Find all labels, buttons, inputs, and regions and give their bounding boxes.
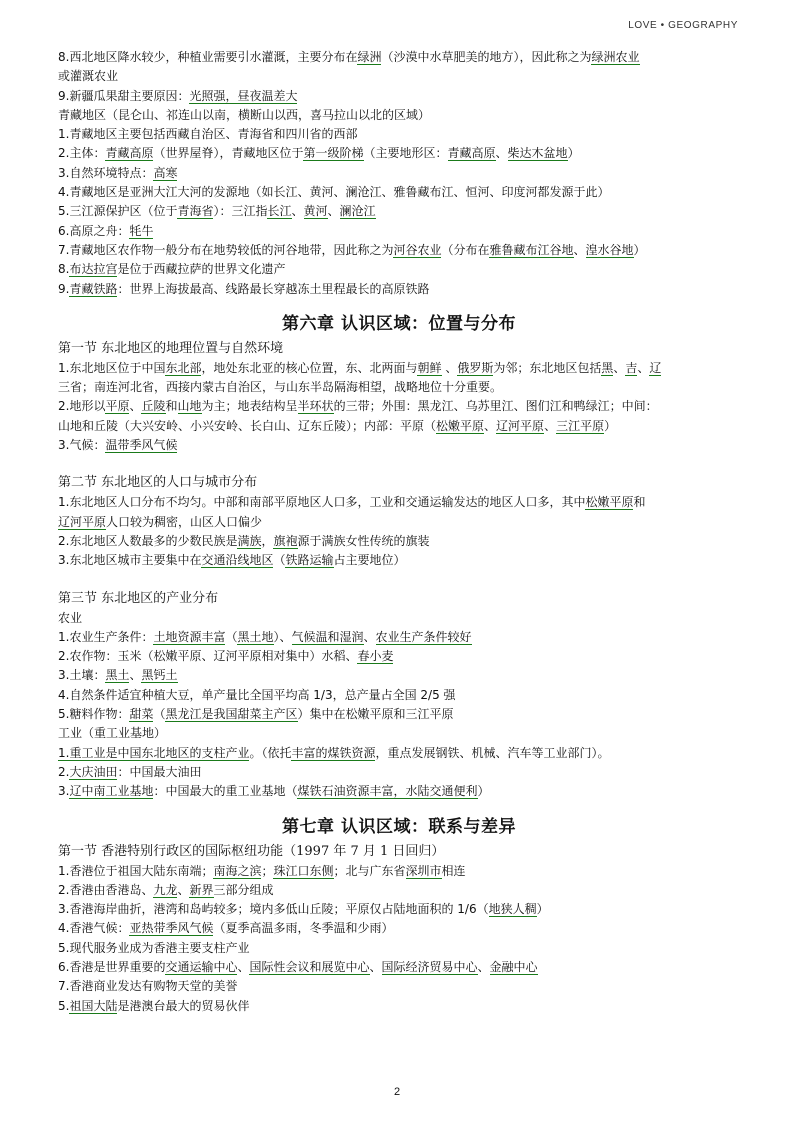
text-line: [58, 125, 740, 144]
text-segment: 三部分组成: [213, 882, 274, 897]
text-line: [58, 647, 740, 666]
text-segment: 9.: [58, 281, 70, 296]
text-segment: 、: [129, 399, 142, 414]
text-segment: ）: [604, 418, 617, 433]
text-line: [58, 222, 740, 241]
text-segment: 8.: [58, 262, 70, 277]
text-segment: 三省；南连河北省，西接内蒙古自治区，与山东半岛隔海相望，战略地位十分重要。: [58, 380, 503, 395]
underlined-keyword: 气候温和湿润: [291, 629, 364, 644]
text-segment: 2.农作物：玉米（松嫩平原、辽河平原相对集中）水稻、: [58, 649, 358, 664]
underlined-keyword: 珠江口东侧: [273, 863, 334, 878]
underlined-keyword: 吉: [625, 360, 638, 375]
text-line: [58, 686, 740, 705]
text-line: [58, 280, 740, 299]
text-segment: 第一节 东北地区的地理位置与自然环境: [58, 340, 284, 356]
text-segment: 第六章 认识区域：位置与分布: [282, 313, 516, 334]
text-segment: 青藏地区（昆仑山、祁连山以南，横断山以西，喜马拉山以北的区域）: [58, 107, 431, 122]
underlined-keyword: 黑: [601, 360, 614, 375]
underlined-keyword: 山地: [177, 399, 202, 414]
text-segment: 、: [177, 882, 190, 897]
text-segment: 、: [129, 668, 142, 683]
underlined-keyword: 朝鲜: [417, 360, 442, 375]
underlined-keyword: 松嫩平原: [585, 495, 634, 510]
text-line: [58, 532, 740, 551]
text-segment: （: [273, 553, 286, 568]
underlined-keyword: 辽河平原: [496, 418, 545, 433]
text-segment: ，重点发展钢铁、机械、汽车等工业部门）。: [375, 745, 610, 760]
underlined-keyword: 1.重工业是中国东北地区的支柱产业: [58, 745, 250, 760]
text-line: [58, 862, 740, 881]
text-segment: （: [225, 629, 238, 644]
text-segment: 3.气候：: [58, 438, 106, 453]
chapter-title: [58, 309, 740, 334]
text-segment: 1.香港位于祖国大陆东南端；: [58, 863, 214, 878]
underlined-keyword: 九龙: [153, 882, 178, 897]
underlined-keyword: 青藏高原: [447, 146, 496, 161]
text-line: [58, 493, 740, 512]
section-title: [58, 841, 740, 862]
text-segment: 9.新疆瓜果甜主要原因：: [58, 88, 190, 103]
text-segment: 人口较为稠密，山区人口偏少: [106, 514, 263, 529]
text-segment: 相连: [441, 863, 466, 878]
text-segment: 和: [633, 495, 646, 510]
text-segment: 5.三江源保护区（位于: [58, 204, 178, 219]
text-segment: 第七章 认识区域：联系与差异: [282, 816, 516, 837]
text-line: [58, 359, 740, 378]
text-line: [58, 900, 740, 919]
text-line: [58, 724, 740, 743]
underlined-keyword: 第一级阶梯: [303, 146, 364, 161]
text-segment: 是位于西藏拉萨的世界文化遗产: [117, 262, 286, 277]
text-segment: （: [153, 707, 166, 722]
text-segment: 、: [369, 959, 382, 974]
underlined-keyword: 半环状: [297, 399, 334, 414]
text-segment: 4.自然条件适宜种植大豆，单产量比全国平均高 1/3，总产量占全国 2/5 强: [58, 687, 456, 702]
text-segment: 、: [291, 204, 304, 219]
text-segment: ：中国最大油田: [117, 764, 202, 779]
text-segment: （沙漠中水草肥美的地方），因此称之为: [381, 50, 592, 64]
text-segment: 、: [477, 959, 490, 974]
text-segment: ：世界上海拔最高、线路最长穿越冻土里程最长的高原铁路: [117, 281, 430, 296]
text-segment: 5.现代服务业成为香港主要支柱产业: [58, 940, 250, 955]
underlined-keyword: 绿洲农业: [591, 50, 640, 64]
text-segment: ；北与广东省: [333, 863, 406, 878]
page-header: LOVE • GEOGRAPHY: [628, 20, 738, 31]
underlined-keyword: 交通沿线地区: [201, 553, 274, 568]
text-segment: 山地和丘陵（大兴安岭、小兴安岭、长白山、辽东丘陵）；内部：平原（: [58, 418, 437, 433]
underlined-keyword: 辽河平原: [58, 514, 107, 529]
text-segment: （夏季高温多雨，冬季温和少雨）: [213, 921, 394, 936]
underlined-keyword: 长江: [267, 204, 292, 219]
underlined-keyword: 丰富的煤铁资源: [291, 745, 376, 760]
underlined-keyword: 辽: [649, 360, 662, 375]
underlined-keyword: 俄罗斯: [457, 360, 494, 375]
underlined-keyword: 黑土地: [237, 629, 274, 644]
underlined-keyword: 澜沧江: [339, 204, 376, 219]
text-segment: 3.自然环境特点：: [58, 165, 154, 180]
underlined-keyword: 光照强，昼夜温差大: [189, 88, 298, 103]
text-segment: ）: [567, 146, 580, 161]
underlined-keyword: 雅鲁藏布江谷地: [489, 242, 574, 257]
underlined-keyword: 亚热带季风气候: [129, 921, 214, 936]
underlined-keyword: 国际经济贸易中心: [381, 959, 478, 974]
page-number: 2: [393, 1086, 401, 1098]
underlined-keyword: 地狭人稠: [488, 902, 537, 917]
text-segment: 3.香港海岸曲折，港湾和岛屿较多；境内多低山丘陵；平原仅占陆地面积的 1/6（: [58, 902, 489, 917]
underlined-keyword: 牦牛: [129, 223, 154, 238]
text-segment: 。（依托: [249, 745, 292, 760]
text-segment: 7.香港商业发达有购物天堂的美誉: [58, 979, 238, 994]
underlined-keyword: 新界: [189, 882, 214, 897]
text-segment: 、: [544, 418, 557, 433]
text-segment: 4.青藏地区是亚洲大江大河的发源地（如长江、黄河、澜沧江、雅鲁藏布江、恒河、印度河都发源于此）: [58, 185, 610, 200]
text-segment: 1.青藏地区主要包括西藏自治区、青海省和四川省的西部: [58, 127, 358, 142]
text-line: [58, 551, 740, 570]
underlined-keyword: 南海之滨: [213, 863, 262, 878]
underlined-keyword: 满族: [237, 533, 262, 548]
text-line: [58, 763, 740, 782]
text-line: [58, 241, 740, 260]
text-line: [58, 977, 740, 996]
text-line: [58, 881, 740, 900]
text-segment: 和: [165, 399, 178, 414]
underlined-keyword: 黑土: [105, 668, 130, 683]
underlined-keyword: 春小麦: [357, 649, 394, 664]
underlined-keyword: 交通运输中心: [165, 959, 238, 974]
text-line: [58, 48, 740, 67]
page-content: [58, 48, 740, 1016]
underlined-keyword: 甜菜: [129, 707, 154, 722]
section-title: [58, 338, 740, 359]
section-title: [58, 472, 740, 493]
underlined-keyword: 平原: [105, 399, 130, 414]
text-line: [58, 705, 740, 724]
text-line: [58, 397, 740, 416]
underlined-keyword: 煤铁石油资源丰富，水陆交通便利: [297, 784, 478, 799]
text-line: [58, 260, 740, 279]
text-segment: 2.主体：: [58, 146, 106, 161]
underlined-keyword: 丘陵: [141, 399, 166, 414]
text-segment: 占主要地位）: [333, 553, 406, 568]
text-line: [58, 87, 740, 106]
text-segment: 农业: [58, 610, 83, 625]
underlined-keyword: 深圳市: [405, 863, 442, 878]
text-segment: 5.糖料作物：: [58, 707, 130, 722]
text-segment: 、: [495, 146, 508, 161]
text-line: [58, 609, 740, 628]
underlined-keyword: 黑龙江是我国甜菜主产区: [165, 707, 298, 722]
underlined-keyword: 松嫩平原: [436, 418, 485, 433]
text-segment: 2.: [58, 764, 70, 779]
text-segment: ）: [536, 902, 549, 917]
text-segment: ）: [633, 242, 646, 257]
text-segment: （分布在: [441, 242, 490, 257]
text-line: [58, 628, 740, 647]
underlined-keyword: 绿洲: [357, 50, 382, 64]
text-segment: 1.农业生产条件：: [58, 629, 154, 644]
text-segment: 的三带；外围：黑龙江、乌苏里江、图们江和鸭绿江；中间：: [333, 399, 658, 414]
text-line: [58, 378, 740, 397]
text-segment: 2.东北地区人数最多的少数民族是: [58, 533, 238, 548]
text-segment: 1.东北地区人口分布不均匀。中部和南部平原地区人口多，工业和交通运输发达的地区人口多，其中: [58, 495, 586, 510]
text-line: [58, 919, 740, 938]
text-segment: 第二节 东北地区的人口与城市分布: [58, 475, 258, 491]
text-segment: 、: [441, 360, 458, 375]
text-segment: 2.香港由香港岛、: [58, 882, 154, 897]
text-segment: 2.地形以: [58, 399, 106, 414]
text-line: [58, 744, 740, 763]
text-segment: 6.香港是世界重要的: [58, 959, 166, 974]
text-line: [58, 513, 740, 532]
text-line: [58, 417, 740, 436]
text-segment: ：中国最大的重工业基地（: [153, 784, 298, 799]
underlined-keyword: 铁路运输: [285, 553, 334, 568]
underlined-keyword: 柴达木盆地: [507, 146, 568, 161]
underlined-keyword: 布达拉宫: [69, 262, 118, 277]
text-segment: 、: [613, 360, 626, 375]
underlined-keyword: 农业生产条件较好: [375, 629, 472, 644]
text-line: [58, 164, 740, 183]
text-segment: 为邻；东北地区包括: [493, 360, 602, 375]
underlined-keyword: 温带季风气候: [105, 438, 178, 453]
underlined-keyword: 青藏高原: [105, 146, 154, 161]
text-line: [58, 939, 740, 958]
text-segment: 3.: [58, 784, 70, 799]
text-segment: 、: [327, 204, 340, 219]
text-segment: ）集中在松嫩平原和三江平原: [297, 707, 454, 722]
text-segment: ）: [477, 784, 490, 799]
underlined-keyword: 黑钙土: [141, 668, 178, 683]
underlined-keyword: 高寒: [153, 165, 178, 180]
text-line: [58, 666, 740, 685]
underlined-keyword: 祖国大陆: [69, 998, 118, 1013]
text-segment: 、: [637, 360, 650, 375]
underlined-keyword: 土地资源丰富: [153, 629, 226, 644]
text-line: [58, 958, 740, 977]
text-segment: 、: [237, 959, 250, 974]
text-line: [58, 997, 740, 1016]
text-line: [58, 183, 740, 202]
underlined-keyword: 金融中心: [489, 959, 538, 974]
text-segment: 源于满族女性传统的旗装: [297, 533, 430, 548]
text-segment: 为主；地表结构呈: [201, 399, 298, 414]
text-segment: 、: [484, 418, 497, 433]
text-line: [58, 436, 740, 455]
underlined-keyword: 东北部: [165, 360, 202, 375]
text-line: [58, 202, 740, 221]
text-segment: 或灌溉农业: [58, 69, 119, 84]
text-line: [58, 67, 740, 86]
underlined-keyword: 青海省: [177, 204, 214, 219]
text-segment: 4.香港气候：: [58, 921, 130, 936]
underlined-keyword: 河谷农业: [393, 242, 442, 257]
text-line: [58, 106, 740, 125]
chapter-title: [58, 812, 740, 837]
underlined-keyword: 国际性会议和展览中心: [249, 959, 370, 974]
text-segment: （主要地形区：: [363, 146, 448, 161]
text-segment: ；: [261, 863, 274, 878]
text-segment: 第一节 香港特别行政区的国际枢纽功能（1997 年 7 月 1 日回归）: [58, 843, 445, 859]
text-segment: 7.青藏地区农作物一般分布在地势较低的河谷地带，因此称之为: [58, 242, 394, 257]
text-segment: 1.东北地区位于中国: [58, 360, 166, 375]
text-segment: 第三节 东北地区的产业分布: [58, 590, 219, 606]
text-segment: 8.西北地区降水较少，种植业需要引水灌溉，主要分布在: [58, 50, 358, 64]
text-segment: 3.东北地区城市主要集中在: [58, 553, 202, 568]
text-segment: 是港澳台最大的贸易伙伴: [117, 998, 250, 1013]
text-segment: 6.高原之舟：: [58, 223, 130, 238]
text-segment: 、: [573, 242, 586, 257]
underlined-keyword: 三江平原: [556, 418, 605, 433]
text-segment: ）：三江指: [213, 204, 268, 219]
spacer: [58, 455, 740, 472]
section-title: [58, 588, 740, 609]
text-segment: （世界屋脊），青藏地区位于: [153, 146, 304, 161]
underlined-keyword: 青藏铁路: [69, 281, 118, 296]
underlined-keyword: 湟水谷地: [585, 242, 634, 257]
spacer: [58, 571, 740, 588]
text-line: [58, 782, 740, 801]
underlined-keyword: 黄河: [303, 204, 328, 219]
underlined-keyword: 大庆油田: [69, 764, 118, 779]
text-segment: 、: [363, 629, 376, 644]
text-segment: ）、: [273, 629, 292, 644]
text-segment: ，地处东北亚的核心位置，东、北两面与: [201, 360, 418, 375]
underlined-keyword: 旗袍: [273, 533, 298, 548]
underlined-keyword: 辽中南工业基地: [69, 784, 154, 799]
text-segment: 3.土壤：: [58, 668, 106, 683]
text-segment: 工业（重工业基地）: [58, 726, 167, 741]
text-segment: ，: [261, 533, 274, 548]
text-line: [58, 144, 740, 163]
text-segment: 5.: [58, 998, 70, 1013]
